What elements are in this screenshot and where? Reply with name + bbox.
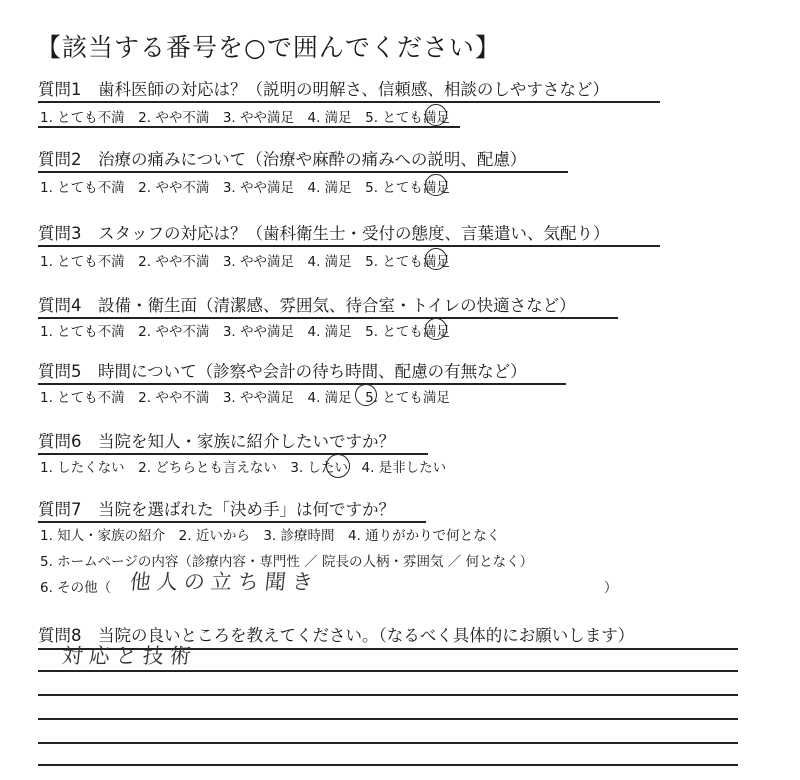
question-5-title: 質問5 時間について（診察や会計の待ち時間、配慮の有無など） xyxy=(38,362,527,381)
question-5-answer-circle[interactable] xyxy=(355,384,377,406)
question-2-title: 質問2 治療の痛みについて（治療や麻酔の痛みへの説明、配慮） xyxy=(38,150,527,169)
question-6-title: 質問6 当院を知人・家族に紹介したいですか？ xyxy=(38,432,395,451)
question-6-underline xyxy=(38,453,428,455)
question-7-options-line-2: 5. ホームページの内容（診療内容・専門性 ／ 院長の人柄・雰囲気 ／ 何となく） xyxy=(40,554,534,570)
question-2-underline xyxy=(38,171,568,173)
answer-line xyxy=(38,718,738,720)
question-1-title: 質問1 歯科医師の対応は？（説明の明解さ、信頼感、相談のしやすさなど） xyxy=(38,80,609,99)
question-3-answer-circle[interactable] xyxy=(425,248,447,270)
question-4-underline xyxy=(38,317,618,319)
question-1-underline xyxy=(38,101,660,103)
question-3-title: 質問3 スタッフの対応は？（歯科衛生士・受付の態度、言葉遣い、気配り） xyxy=(38,224,610,243)
question-7-other-close-paren: ） xyxy=(604,580,618,596)
question-1-options-underline xyxy=(38,126,460,128)
question-7-other-handwritten-answer[interactable]: 他人の立ち聞き xyxy=(128,570,321,594)
question-5-options: 1. とても不満 2. やや不満 3. やや満足 4. 満足 5. とても満足 xyxy=(40,390,450,406)
question-6-options: 1. したくない 2. どちらとも言えない 3. したい 4. 是非したい xyxy=(40,460,447,476)
question-8-handwritten-answer[interactable]: 対応と技術 xyxy=(60,644,199,668)
question-3-options: 1. とても不満 2. やや不満 3. やや満足 4. 満足 5. とても満足 xyxy=(40,254,450,270)
question-3-underline xyxy=(38,245,660,247)
question-7-underline xyxy=(38,521,426,523)
question-4-options: 1. とても不満 2. やや不満 3. やや満足 4. 満足 5. とても満足 xyxy=(40,324,450,340)
question-7-title: 質問7 当院を選ばれた「決め手」は何ですか？ xyxy=(38,500,395,519)
question-5-underline xyxy=(38,383,566,385)
answer-line xyxy=(38,742,738,744)
answer-line xyxy=(38,764,738,766)
answer-line xyxy=(38,670,738,672)
page-title: 【該当する番号を○で囲んでください】 xyxy=(36,33,501,62)
answer-line xyxy=(38,694,738,696)
question-4-title: 質問4 設備・衛生面（清潔感、雰囲気、待合室・トイレの快適さなど） xyxy=(38,296,576,315)
question-6-answer-circle[interactable] xyxy=(326,454,350,478)
question-1-answer-circle[interactable] xyxy=(425,104,447,126)
question-2-answer-circle[interactable] xyxy=(425,174,447,196)
question-7-options-line-1: 1. 知人・家族の紹介 2. 近いから 3. 診療時間 4. 通りがかりで何となく xyxy=(40,528,501,544)
question-8-title: 質問8 当院の良いところを教えてください。（なるべく具体的にお願いします） xyxy=(38,626,635,645)
question-4-answer-circle[interactable] xyxy=(425,318,447,340)
question-7-other-label: 6. その他（ xyxy=(40,580,112,596)
question-1-options: 1. とても不満 2. やや不満 3. やや満足 4. 満足 5. とても満足 xyxy=(40,110,450,126)
question-2-options: 1. とても不満 2. やや不満 3. やや満足 4. 満足 5. とても満足 xyxy=(40,180,450,196)
